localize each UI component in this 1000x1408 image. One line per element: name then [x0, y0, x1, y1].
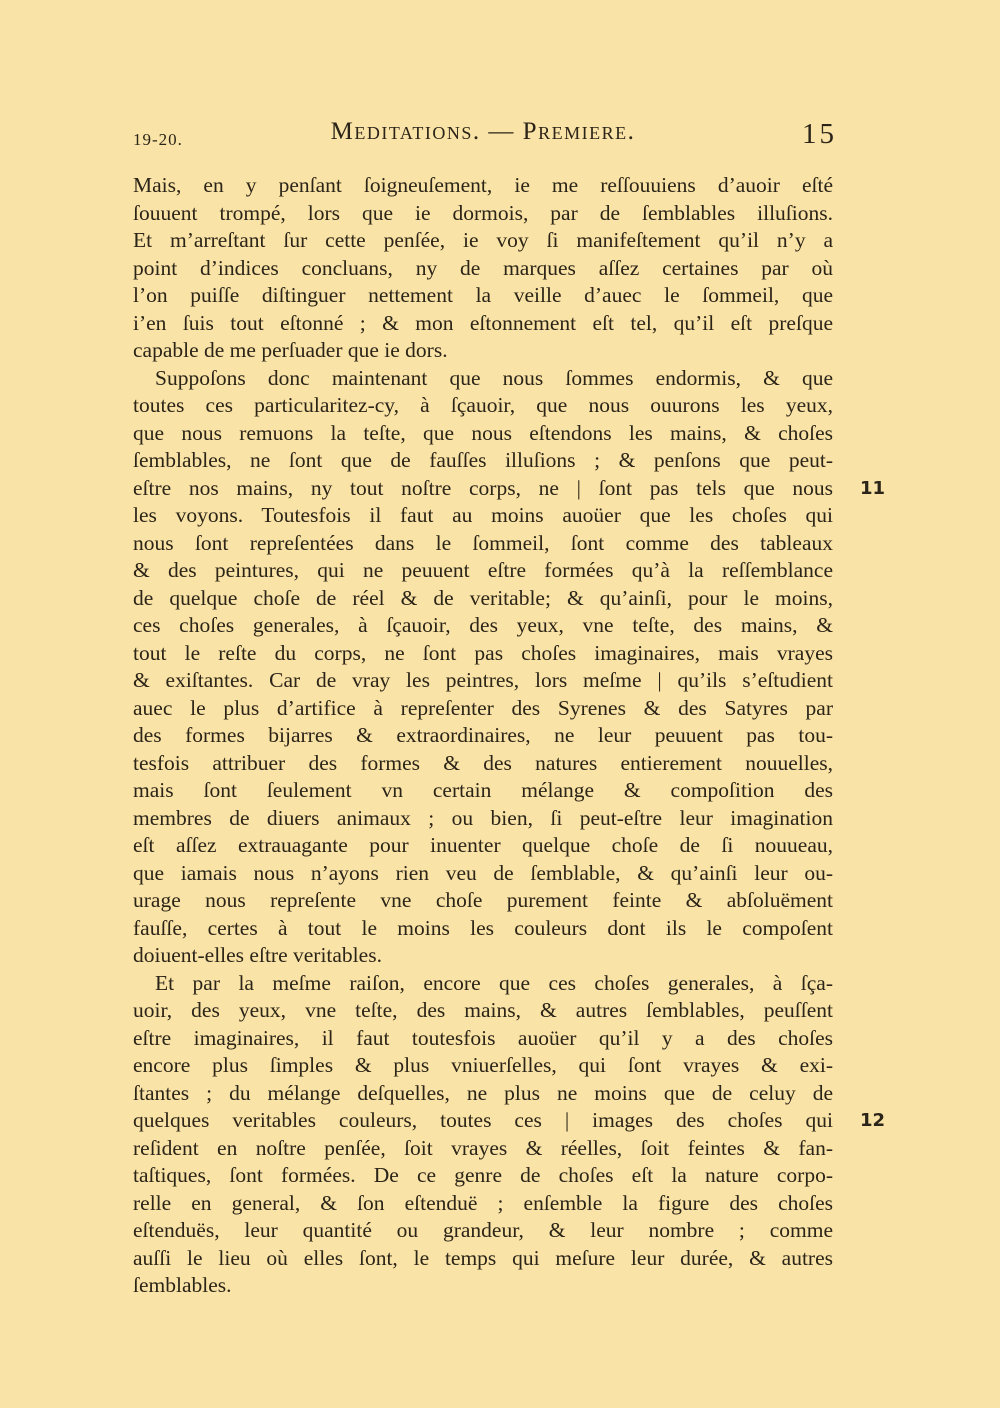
paragraph: [133, 970, 833, 1300]
text-line: auec le plus d’artifice à repreſenter des Syrenes & des Satyres par: [133, 695, 833, 720]
text-line: doiuent-elles eſtre veritables.: [133, 943, 382, 967]
page-section-number: 19-20.: [133, 130, 183, 149]
text-line: Et m’arreſtant ſur cette penſée, ie voy ſi manifeſtement qu’il n’y a: [133, 228, 833, 252]
text-line: eſtre imaginaires, il faut toutesfois auoüer qu’il y a des choſes: [133, 1025, 833, 1050]
text-line: auſſi le lieu où elles ſont, le temps qui meſure leur durée, & autres: [133, 1245, 833, 1270]
text-line: Et par la meſme raiſon, encore que ces choſes generales, à ſça-: [155, 970, 833, 995]
text-line: i’en ſuis tout eſtonné ; & mon eſtonnement eſt tel, qu’il eſt preſque: [133, 310, 833, 335]
text-line: nous ſont repreſentées dans le ſommeil, ſont comme des tableaux: [133, 530, 833, 555]
text-line: que iamais nous n’ayons rien veu de ſemblable, & qu’ainſi leur ou-: [133, 860, 833, 885]
paragraph: [133, 365, 833, 970]
margin-note: 11: [860, 477, 886, 499]
text-line: membres de diuers animaux ; ou bien, ſi peut-eſtre leur imagination: [133, 805, 833, 830]
text-line: fauſſe, certes à tout le moins les couleurs dont ils le compoſent: [133, 915, 833, 940]
text-line: taſtiques, ſont formées. De ce genre de choſes eſt la nature corpo-: [133, 1163, 833, 1187]
text-line: quelques veritables couleurs, toutes ces | images des choſes qui: [133, 1108, 833, 1132]
text-line: uoir, des yeux, vne teſte, des mains, & autres ſemblables, peuſſent: [133, 998, 833, 1022]
text-line: point d’indices concluans, ny de marques aſſez certaines par où: [133, 255, 833, 280]
text-line: encore plus ſimples & plus vniuerſelles, qui ſont vrayes & exi-: [133, 1053, 833, 1077]
text-line: & des peintures, qui ne peuuent eſtre formées qu’à la reſſemblance: [133, 558, 833, 582]
text-line: eſt aſſez extrauagante pour inuenter quelque choſe de ſi nouueau,: [133, 833, 833, 857]
text-line: relle en general, & ſon eſtenduë ; enſemble la figure des choſes: [133, 1190, 833, 1215]
text-line: toutes ces particularitez-cy, à ſçauoir, que nous ouurons les yeux,: [133, 393, 833, 417]
paragraph: [133, 172, 833, 365]
text-line: capable de me perſuader que ie dors.: [133, 338, 448, 362]
text-line: reſident en noſtre penſée, ſoit vrayes & réelles, ſoit feintes & fan-: [133, 1135, 833, 1160]
text-line: urage nous repreſente vne choſe purement feinte & abſoluëment: [133, 888, 833, 912]
text-line: Mais, en y penſant ſoigneuſement, ie me reſſouuiens d’auoir eſté: [133, 173, 833, 197]
text-line: eſtenduës, leur quantité ou grandeur, & leur nombre ; comme: [133, 1218, 833, 1242]
text-line: Suppoſons donc maintenant que nous ſommes endormis, & que: [155, 365, 833, 390]
text-line: des formes bijarres & extraordinaires, ne leur peuuent pas tou-: [133, 723, 833, 747]
running-header: [133, 118, 837, 158]
text-line: tout le reſte du corps, ne ſont pas choſes imaginaires, mais vrayes: [133, 640, 833, 665]
text-line: & exiſtantes. Car de vray les peintres, lors meſme | qu’ils s’eſtudient: [133, 668, 833, 692]
text-line: ſtantes ; du mélange deſquelles, ne plus ne moins que de celuy de: [133, 1080, 833, 1105]
text-line: ſouuent trompé, lors que ie dormois, par de ſemblables illuſions.: [133, 200, 833, 225]
page-number: 15: [802, 118, 837, 150]
running-title: Meditations. — Premiere.: [330, 118, 636, 145]
text-line: tesfois attribuer des formes & des natures entierement nouuelles,: [133, 750, 833, 775]
text-line: les voyons. Toutesfois il faut au moins auoüer que les choſes qui: [133, 503, 833, 527]
text-line: mais ſont ſeulement vn certain mélange & compoſition des: [133, 778, 833, 802]
text-line: ſemblables, ne ſont que de fauſſes illuſions ; & penſons que peut-: [133, 448, 833, 472]
text-line: eſtre nos mains, ny tout noſtre corps, ne | ſont pas tels que nous: [133, 475, 833, 500]
text-line: ces choſes generales, à ſçauoir, des yeux, vne teſte, des mains, &: [133, 613, 833, 637]
text-line: ſemblables.: [133, 1273, 232, 1297]
body-text: [133, 172, 833, 1300]
margin-note: 12: [860, 1110, 886, 1131]
text-line: que nous remuons la teſte, que nous eſtendons les mains, & choſes: [133, 420, 833, 445]
text-line: l’on puiſſe diſtinguer nettement la veille d’auec le ſommeil, que: [133, 283, 833, 307]
text-line: de quelque choſe de réel & de veritable; & qu’ainſi, pour le moins,: [133, 585, 833, 610]
